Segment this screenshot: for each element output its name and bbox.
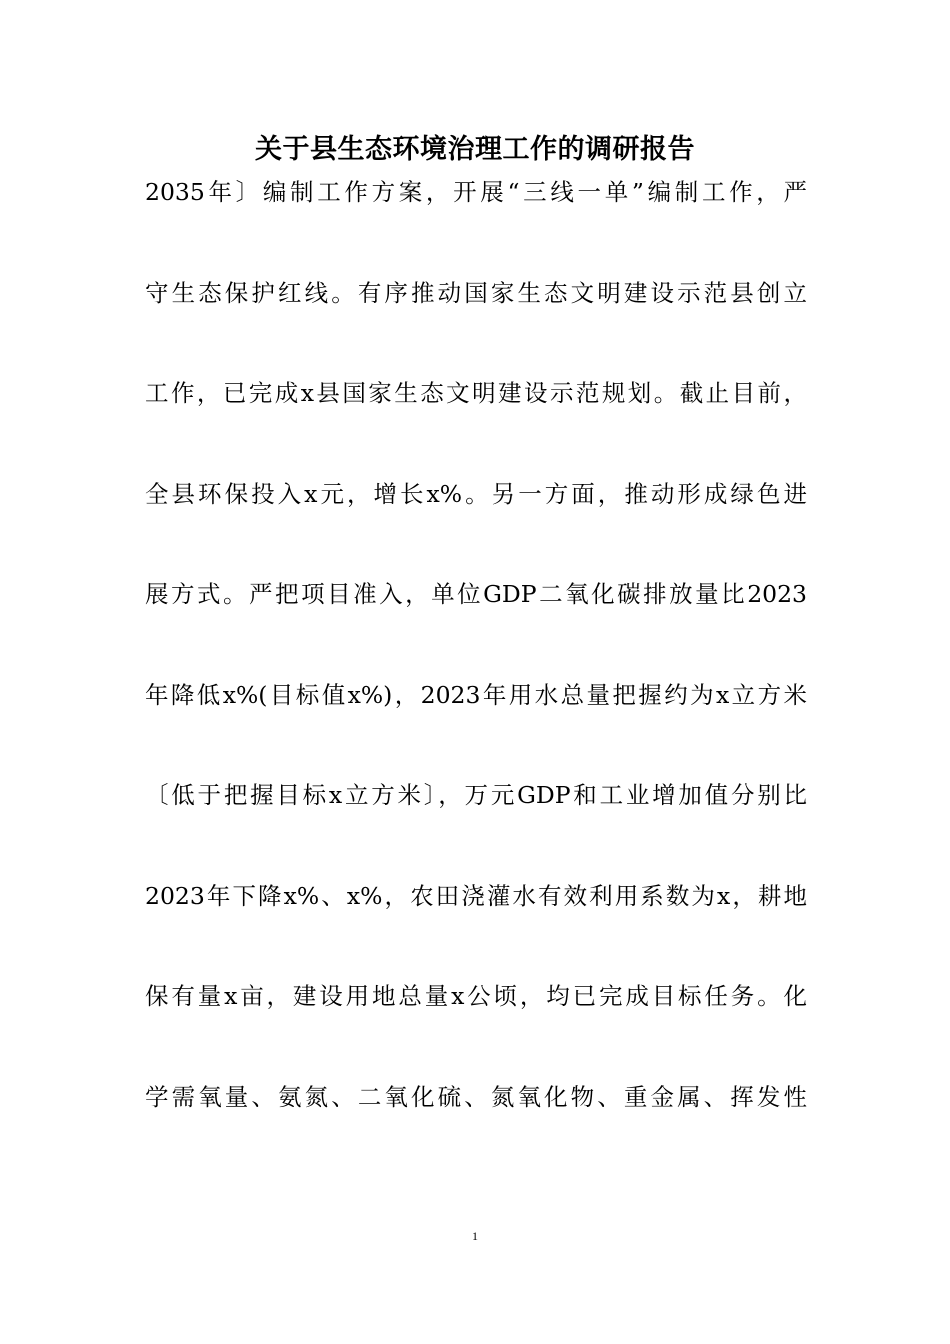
body-text <box>145 172 807 1177</box>
text-line: 工作，已完成x县国家生态文明建设示范规划。截止目前， <box>145 379 807 407</box>
text-line: 2035年〕编制工作方案，开展“三线一单”编制工作，严 <box>145 178 807 206</box>
text-line: 〔低于把握目标x立方米〕，万元GDP和工业增加值分别比 <box>145 781 807 809</box>
text-line: 年降低x%(目标值x%)，2023年用水总量把握约为x立方米 <box>145 680 807 709</box>
text-line: 全县环保投入x元，增长x%。另一方面，推动形成绿色进 <box>145 479 807 508</box>
text-line: 2023年下降x%、x%，农田浇灌水有效利用系数为x，耕地 <box>145 881 807 910</box>
page-number: 1 <box>472 1229 478 1243</box>
text-line: 学需氧量、氨氮、二氧化硫、氮氧化物、重金属、挥发性 <box>145 1082 807 1111</box>
text-line: 展方式。严把项目准入，单位GDP二氧化碳排放量比2023 <box>145 580 807 608</box>
document-title: 关于县生态环境治理工作的调研报告 <box>255 134 695 165</box>
text-line: 守生态保护红线。有序推动国家生态文明建设示范县创立 <box>145 278 807 307</box>
text-line: 保有量x亩，建设用地总量x公顷，均已完成目标任务。化 <box>145 982 807 1010</box>
